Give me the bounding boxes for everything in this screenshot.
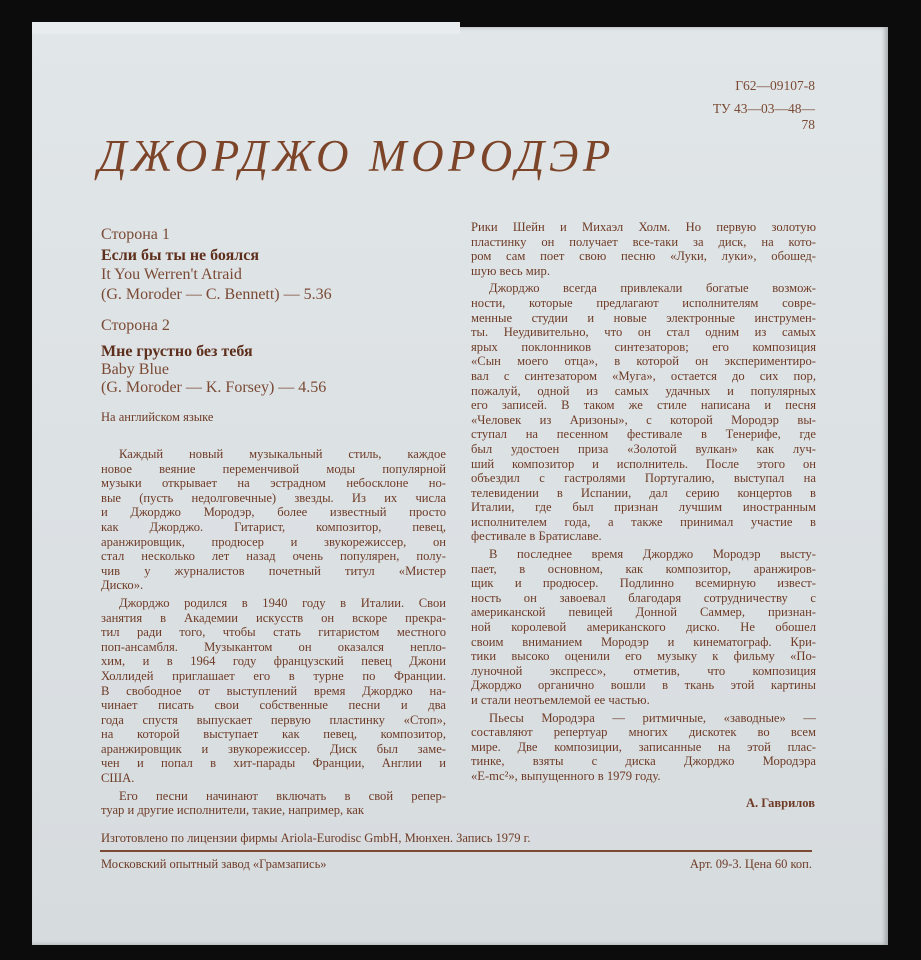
paragraph bbox=[471, 220, 816, 278]
text-line: ной королевой американского диско. Не обошел bbox=[471, 620, 816, 635]
text-line: как Джорджо. Гитарист, композитор, певец, bbox=[101, 519, 446, 534]
text-line: менные студии и новые электронные инструмен- bbox=[471, 310, 816, 325]
text-line: ступал на песенном фестивале в Тенерифе, где bbox=[471, 427, 816, 442]
text-line: Джорджо родился в 1940 году в Италии. Свои bbox=[119, 595, 446, 610]
text-line: объездил с гастролями Португалию, выступал на bbox=[471, 471, 816, 486]
paragraph bbox=[471, 711, 816, 784]
text-line: США. bbox=[101, 771, 135, 786]
text-line: музыки открывает на эстрадном небосклоне но- bbox=[101, 476, 446, 491]
text-line: аранжировщик и звукорежиссер. Диск был заме- bbox=[101, 741, 446, 756]
paragraph bbox=[101, 447, 446, 593]
text-line: чив у журналистов почетный титул «Мистер bbox=[101, 563, 446, 578]
catalog-code: Г62—09107-8 bbox=[735, 78, 815, 93]
side1-label: Сторона 1 bbox=[101, 226, 170, 243]
text-line: американской певицей Донной Саммер, признан- bbox=[471, 605, 816, 620]
side1-title-en: It You Werren't Atraid bbox=[101, 266, 242, 283]
text-line: В последнее время Джорджо Мородэр высту- bbox=[489, 547, 816, 562]
text-line: его записей. В таком же стиле написана и песня bbox=[471, 398, 816, 413]
text-line: новое веяние переменчивой моды популярной bbox=[101, 461, 446, 476]
spec-code: ТУ 43—03—48—78 bbox=[712, 101, 815, 132]
text-line: щик и продюсер. Подлинно всемирную извест- bbox=[471, 576, 816, 591]
manufacturer: Московский опытный завод «Грамзапись» bbox=[101, 857, 327, 871]
paragraph bbox=[471, 547, 816, 708]
text-line: чинает писать свои собственные песни и два bbox=[101, 698, 446, 713]
article-right-column bbox=[471, 220, 816, 787]
text-line: пластинку он получает все-таки за диск, на кото- bbox=[471, 234, 816, 249]
license-note: Изготовлено по лицензии фирмы Ariola-Eurodisc GmbH, Мюнхен. Запись 1979 г. bbox=[101, 831, 531, 845]
price: Арт. 09-3. Цена 60 коп. bbox=[689, 857, 812, 871]
sleeve-flap bbox=[32, 22, 460, 34]
text-line: чен и попал в хит-парады Франции, Англии и bbox=[101, 756, 446, 771]
text-line: составляют репертуар многих дискотек во всем bbox=[471, 725, 816, 740]
text-line: своим вниманием Мородэр и кинематограф. Кри- bbox=[471, 634, 816, 649]
text-line: был удостоен приза «Золотой вулкан» как луч- bbox=[471, 441, 816, 456]
side1-title-ru: Если бы ты не боялся bbox=[101, 247, 260, 264]
side2-credits: (G. Moroder — K. Forsey) — 4.56 bbox=[101, 379, 327, 396]
text-line: фестивале в Братиславе. bbox=[471, 529, 602, 544]
text-line: «Сын моего отца», в которой он экспериментиро- bbox=[471, 354, 816, 369]
text-line: пает, в основном, как композитор, аранжиров- bbox=[471, 561, 816, 576]
text-line: «Человек из Аризоны», с которой Мородэр вы- bbox=[471, 412, 816, 427]
paragraph bbox=[471, 281, 816, 544]
article-left-column bbox=[101, 447, 446, 821]
text-line: ром сам поет свою песню «Луки, луки», обошед- bbox=[471, 249, 816, 264]
text-line: ший композитор и исполнитель. После этого он bbox=[471, 456, 816, 471]
paragraph bbox=[101, 789, 446, 818]
text-line: Каждый новый музыкальный стиль, каждое bbox=[119, 447, 446, 461]
text-line: и Джорджо Мородэр, более известный просто bbox=[101, 505, 446, 520]
text-line: поп-ансамбля. Музыкантом он оказался непло- bbox=[101, 639, 446, 654]
text-line: «E-mc²», выпущенного в 1979 году. bbox=[471, 768, 661, 783]
text-line: вые (пусть недолговечные) звезды. Из их числа bbox=[101, 490, 446, 505]
text-line: Италии, где был признан лучшим иностранным bbox=[471, 500, 816, 515]
side1-credits: (G. Moroder — C. Bennett) — 5.36 bbox=[101, 286, 332, 303]
text-line: занятия в Академии искусств он вскоре прекра- bbox=[101, 610, 446, 625]
text-line: ярых поклонников синтезаторов; его композиция bbox=[471, 339, 816, 354]
text-line: ности, которые предлагают исполнителям совре- bbox=[471, 295, 816, 310]
footer-divider bbox=[100, 850, 812, 852]
text-line: тики высоко оценили его музыку к фильму «По- bbox=[471, 649, 816, 664]
text-line: телевидении в Испании, дал серию концертов в bbox=[471, 485, 816, 500]
text-line: тил ради того, чтобы стать гитаристом местного bbox=[101, 625, 446, 640]
text-line: пожалуй, одной из самых удачных и популярных bbox=[471, 383, 816, 398]
text-line: Холлидей приглашает его в турне по Франции. bbox=[101, 668, 446, 683]
text-line: В свободное от выступлений время Джорджо на- bbox=[101, 683, 446, 698]
side2-title-en: Baby Blue bbox=[101, 361, 169, 378]
text-line: Диско». bbox=[101, 578, 144, 593]
text-line: ность он завоевал благодаря сотрудничеству с bbox=[471, 590, 816, 605]
text-line: мире. Две композиции, записанные на этой плас- bbox=[471, 739, 816, 754]
text-line: туар и другие исполнители, такие, например, как bbox=[101, 803, 364, 818]
text-line: и стали неотъемлемой ее частью. bbox=[471, 693, 650, 707]
paragraph bbox=[101, 596, 446, 786]
text-line: аранжировщик, продюсер и звукорежиссер, он bbox=[101, 534, 446, 549]
text-line: года спустя выпускает первую пластинку «Стоп», bbox=[101, 712, 446, 727]
text-line: Рики Шейн и Михаэл Холм. Но первую золотую bbox=[471, 220, 816, 234]
text-line: луночной экспресс», отметив, что композиция bbox=[471, 663, 816, 678]
text-line: ты. Неудивительно, что он стал одним из самых bbox=[471, 325, 816, 340]
text-line: исполнителем года, а также принимал участие в bbox=[471, 514, 816, 529]
text-line: Джорджо органично вошли в ткань этой картины bbox=[471, 678, 816, 693]
text-line: стал несколько лет назад очень популярен, полу- bbox=[101, 549, 446, 564]
text-line: Пьесы Мородэра — ритмичные, «заводные» — bbox=[489, 710, 816, 725]
text-line: шую весь мир. bbox=[471, 263, 550, 278]
artist-title: ДЖОРДЖО МОРОДЭР bbox=[98, 131, 616, 181]
text-line: вал с синтезатором «Муга», остается до сих пор, bbox=[471, 368, 816, 383]
text-line: тинке, взяты с диска Джорджо Мородэра bbox=[471, 754, 816, 769]
side2-title-ru: Мне грустно без тебя bbox=[101, 343, 253, 360]
text-line: Его песни начинают включать в свой репер- bbox=[119, 788, 446, 803]
text-line: хим, и в 1964 году французский певец Джони bbox=[101, 654, 446, 669]
language-note: На английском языке bbox=[101, 410, 214, 424]
side2-label: Сторона 2 bbox=[101, 317, 170, 334]
author-signature: А. Гаврилов bbox=[746, 796, 815, 810]
text-line: Джорджо всегда привлекали богатые возмож- bbox=[489, 281, 816, 296]
text-line: на которой выступает как певец, композитор, bbox=[101, 727, 446, 742]
